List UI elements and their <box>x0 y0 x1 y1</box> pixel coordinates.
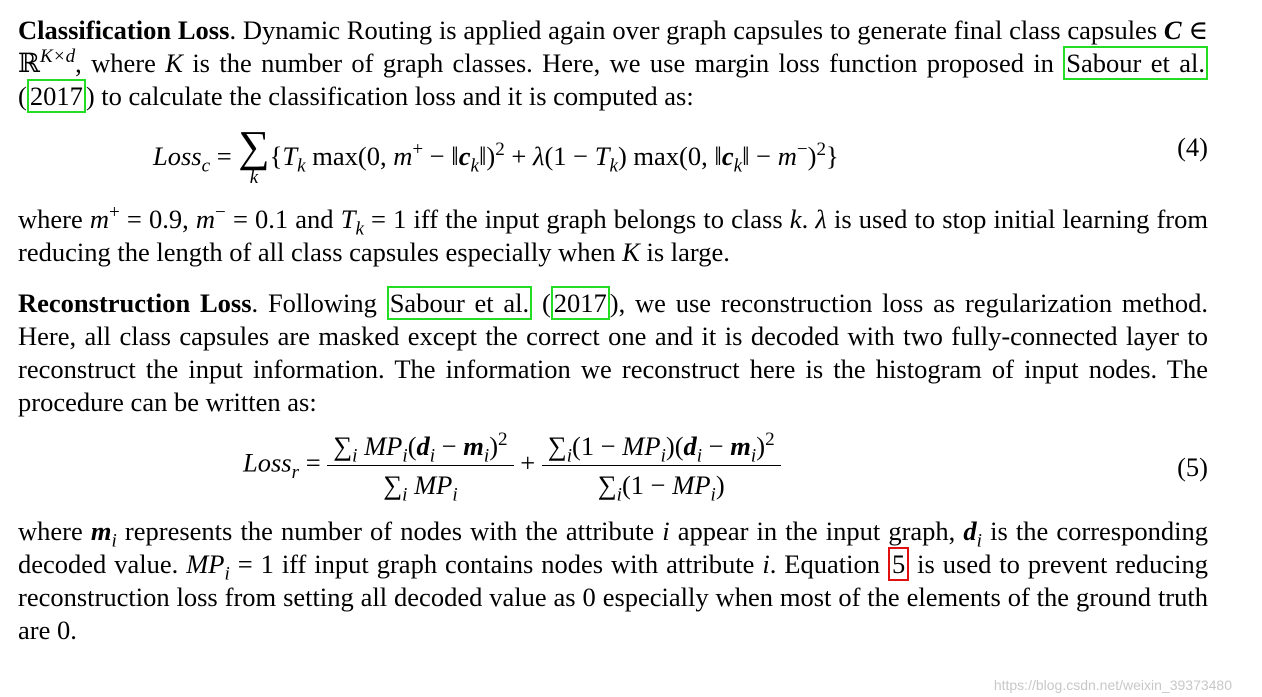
equation-number-4: (4) <box>1177 132 1208 162</box>
paragraph-text: = 0.1 and <box>225 204 341 234</box>
fraction-1 <box>327 429 513 506</box>
citation-paren: ( <box>532 288 551 318</box>
math-d-i: d <box>963 516 977 546</box>
heading-classification-loss: Classification Loss <box>18 15 230 45</box>
citation-link-author[interactable]: Sabour et al. <box>387 286 533 320</box>
paragraph-text: , we use reconstruction loss as regularization method. Here, all class capsules are masked except the correct one and it is decoded with two fully-connected layer to reconstruct the input information. The information we reconstruct here is the histogram of input nodes. The procedure can be written as: <box>18 288 1209 417</box>
math-in-reals: ∈ ℝ <box>18 15 1208 78</box>
paragraph-text: appear in the input graph, <box>669 516 964 546</box>
fraction-2-numerator: $\sum_i(1 - MP_i)(d_i - m_i)^2$ <box>542 429 781 466</box>
paragraph-margin-params: where m+ = 0.9, m− = 0.1 and $T_k = 1$ iff the input graph belongs to class k. λ is used to stop initial learning from reducing the length of all class capsules especially when K is large. <box>18 202 1208 267</box>
citation-link-author[interactable]: Sabour et al. <box>1063 46 1208 80</box>
paragraph-text: . <box>801 204 816 234</box>
math-K: K <box>165 48 183 78</box>
math-eq4-rhs: {$T_k$ max(0, $m^+ - ‖c_k‖)^2 + \lambda(1 - T_k)$ max(0, $‖c_k‖ - m^-)^2$} <box>269 139 839 177</box>
citation-link-year[interactable]: 2017 <box>27 79 86 113</box>
paragraph-reconstruction-loss <box>18 287 1208 419</box>
citation-link-year[interactable]: 2017 <box>551 286 610 320</box>
paragraph-text: . Equation <box>769 549 888 579</box>
paragraph-text: is the corresponding decoded value. <box>18 516 1208 579</box>
paragraph-text: = 1 iff input graph contains nodes with attribute <box>229 549 763 579</box>
equation-5 <box>18 425 1208 515</box>
math-loss: Loss <box>153 141 202 171</box>
paragraph-text: . Following <box>251 288 387 318</box>
sum-subscript: k <box>249 167 259 188</box>
equation-4-body <box>153 122 839 188</box>
paragraph-classification-loss <box>18 14 1208 113</box>
math-equals: = <box>210 141 239 171</box>
fraction-2 <box>542 429 781 506</box>
paragraph-text: is large. <box>639 237 730 267</box>
math-K-times-d: K×d <box>40 46 76 68</box>
paragraph-text: = 1 iff the input graph belongs to class <box>363 204 790 234</box>
paragraph-text: is the number of graph classes. Here, we use margin loss function proposed in <box>182 48 1064 78</box>
math-m-i: m <box>90 516 112 546</box>
paragraph-text: to calculate the classification loss and it is computed as: <box>94 81 694 111</box>
equation-5-body: Loss$_r$ = $\frac{\sum_i MP_i(d_i - m_i)^2}{\sum_i MP_i}$ + $\frac{\sum_i(1 - MP_i)(d_i - m_i)^2}{\sum_i(1 - MP_i)}$ <box>243 429 781 502</box>
watermark: https://blog.csdn.net/weixin_39373480 <box>993 677 1232 693</box>
citation-paren: ) <box>609 288 619 318</box>
paragraph-text: , where <box>75 48 166 78</box>
fraction-1-numerator: $\sum_i$ $MP_i(d_i - m_i)^2$ <box>327 429 513 466</box>
fraction-2-denominator: $\sum_i(1 - MP_i)$ <box>597 470 725 506</box>
equation-reference-link[interactable]: 5 <box>888 547 909 581</box>
math-loss: Loss <box>243 447 292 478</box>
paragraph-text: = 0.9, <box>119 204 196 234</box>
math-m-minus: m <box>195 204 216 234</box>
paragraph-text: where <box>18 516 91 546</box>
math-i: i <box>662 516 670 546</box>
math-K: K <box>622 237 640 267</box>
paper-body <box>18 14 1208 647</box>
heading-reconstruction-loss: Reconstruction Loss <box>18 288 252 318</box>
sum-symbol: ∑ <box>238 122 270 171</box>
math-lambda: λ <box>815 204 827 234</box>
citation-paren: ( <box>18 81 27 111</box>
paragraph-definitions: where $m_i$ represents the number of nodes with the attribute i appear in the input graph, $d_i$ is the corresponding decoded value. $MP_i = 1$ iff input graph contains nodes with attribute i. Equation 5 is used to prevent reducing reconstruction loss from setting all decoded value as 0 especially when most of the elements of the ground truth are 0. <box>18 516 1208 645</box>
citation-paren: ) <box>85 81 95 111</box>
math-C: C <box>1163 15 1182 45</box>
equation-4 <box>18 119 1208 189</box>
math-i: i <box>762 549 770 579</box>
math-sum <box>238 122 270 188</box>
paragraph-text: represents the number of nodes with the attribute <box>116 516 663 546</box>
paragraph-text: is used to prevent reducing reconstruction loss from setting all decoded value as 0 especially when most of the elements of the ground truth are 0. <box>18 549 1208 645</box>
math-k: k <box>789 204 802 234</box>
math-T-k: T <box>340 204 356 234</box>
math-sub-r: r <box>291 461 300 483</box>
paragraph-text: is used to stop initial learning from reducing the length of all class capsules especially when <box>18 204 1208 267</box>
math-m-plus: m <box>89 204 110 234</box>
math-sub-c: c <box>201 155 211 177</box>
fraction-1-denominator: $\sum_i$ $MP_i$ <box>383 470 458 506</box>
paragraph-text: . Dynamic Routing is applied again over graph capsules to generate final class capsules <box>229 15 1164 45</box>
math-MP-i: $MP_i$ <box>186 549 230 585</box>
equation-number-5: (5) <box>1177 452 1208 482</box>
